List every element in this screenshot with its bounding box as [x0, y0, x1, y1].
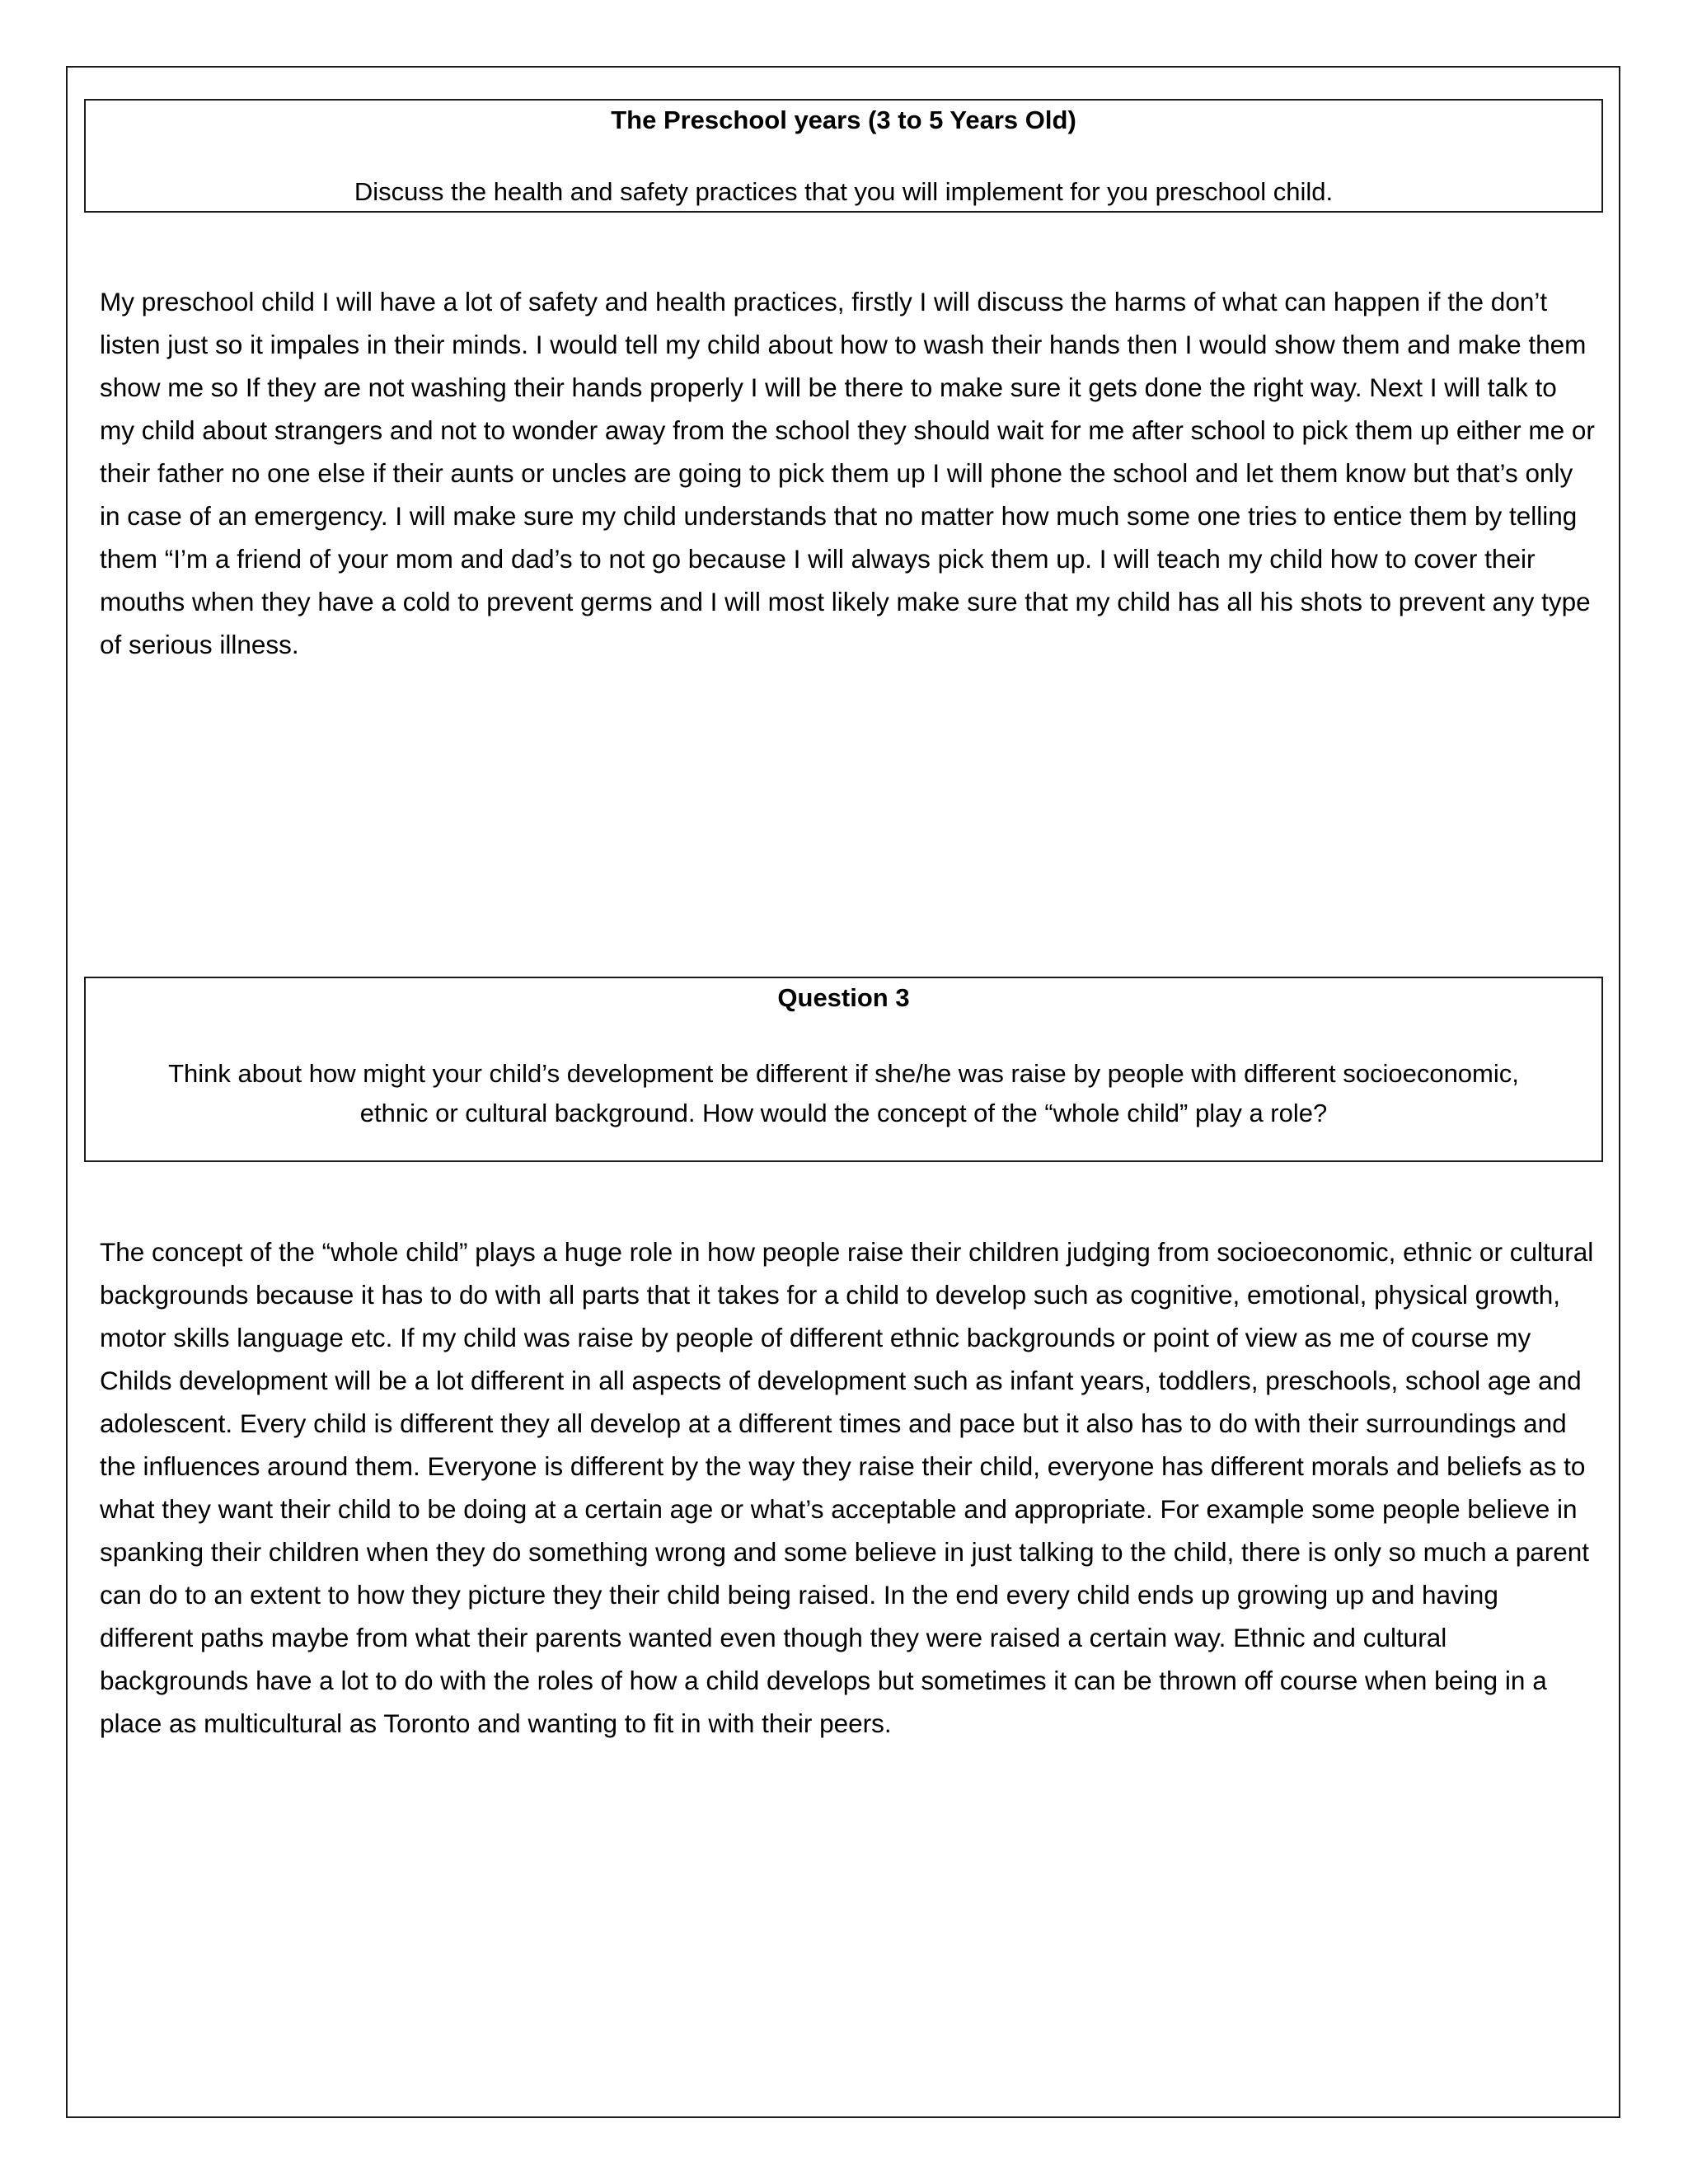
question-title: The Preschool years (3 to 5 Years Old): [611, 105, 1076, 134]
question-box-question-3: [84, 977, 1603, 1162]
question-box-preschool: [84, 99, 1603, 213]
answer-text-preschool: My preschool child I will have a lot of safety and health practices, firstly I will discuss the harms of what can happen if the don’t listen just so it impales in their minds. I would tell my child about how to wash their hands then I would show them and make them show me so If they are not washing their hands properly I will be there to make sure it gets done the right way. Next I will talk to my child about strangers and not to wonder away from the school they should wait for me after school to pick them up either me or their father no one else if their aunts or uncles are going to pick them up I will phone the school and let them know but that’s only in case of an emergency. I will make sure my child understands that no matter how much some one tries to entice them by telling them “I’m a friend of your mom and dad’s to not go because I will always pick them up. I will teach my child how to cover their mouths when they have a cold to prevent germs and I will most likely make sure that my child has all his shots to prevent any type of serious illness.: [100, 287, 1595, 659]
question-title: Question 3: [777, 983, 910, 1012]
answer-text-question-3: The concept of the “whole child” plays a huge role in how people raise their children judging from socioeconomic, ethnic or cultural backgrounds because it has to do with all parts that it takes for a child to develop such as cognitive, emotional, physical growth, motor skills language etc. If my child was raise by people of different ethnic backgrounds or point of view as me of course my Childs development will be a lot different in all aspects of development such as infant years, toddlers, preschools, school age and adolescent. Every child is different they all develop at a different times and pace but it also has to do with their surroundings and the influences around them. Everyone is different by the way they raise their child, everyone has different morals and beliefs as to what they want their child to be doing at a certain age or what’s acceptable and appropriate. For example some people believe in spanking their children when they do something wrong and some believe in just talking to the child, there is only so much a parent can do to an extent to how they picture they their child being raised. In the end every child ends up growing up and having different paths maybe from what their parents wanted even though they were raised a certain way. Ethnic and cultural backgrounds have a lot to do with the roles of how a child develops but sometimes it can be thrown off course when being in a place as multicultural as Toronto and wanting to fit in with their peers.: [100, 1237, 1594, 1738]
question-prompt: Discuss the health and safety practices that you will implement for you preschool child.: [354, 177, 1334, 206]
question-prompt: Think about how might your child’s development be different if she/he was raise by people with different socioeconomic, ethnic or cultural background. How would the concept of the “whole child” play a role?: [168, 1059, 1519, 1127]
